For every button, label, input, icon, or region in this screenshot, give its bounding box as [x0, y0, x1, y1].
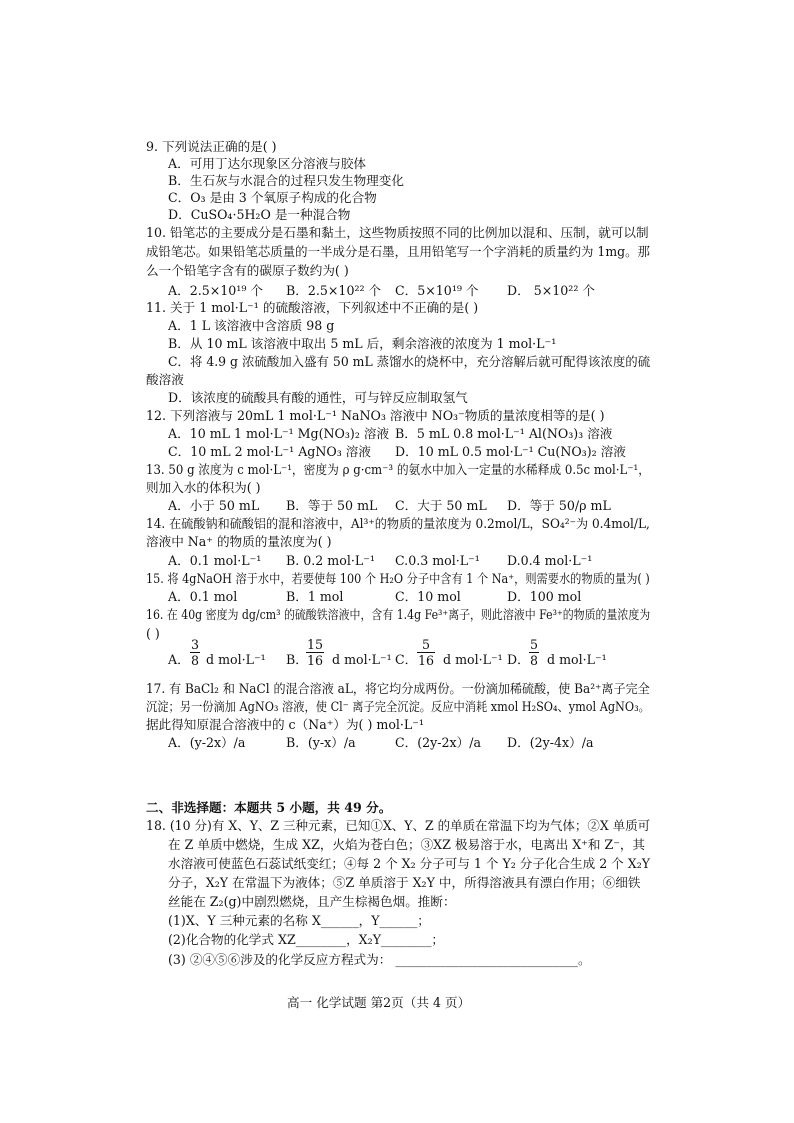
- question-16-option-b-fraction: [306, 637, 324, 668]
- question-17-option-d: D．(2y-4x）/a: [507, 735, 594, 750]
- question-17-line-2: 沉淀；另一份滴加 AgNO₃ 溶液，使 Cl⁻ 离子完全沉淀。反应中消耗 xmol H₂SO₄、ymol AgNO₃。: [146, 699, 650, 714]
- question-14-option-c: C.0.3 mol·L⁻¹: [395, 553, 480, 568]
- question-15-stem: 15. 将 4gNaOH 溶于水中，若要使每 100 个 H₂O 分子中含有 1 个 Na⁺，则需要水的物质的量为( ): [146, 571, 650, 586]
- question-18-part-2: (2)化合物的化学式 XZ________，X₂Y________；: [168, 932, 444, 947]
- question-16-option-a-unit: d mol·L⁻¹: [206, 652, 266, 667]
- question-11-option-a: A．1 L 该溶液中含溶质 98 g: [168, 318, 335, 333]
- question-16-option-d-unit: d mol·L⁻¹: [547, 652, 607, 667]
- question-18-line-1: 18. (10 分)有 X、Y、Z 三种元素，已知①X、Y、Z 的单质在常温下均为气体；②X 单质可: [146, 818, 651, 833]
- question-16-line-1: 16. 在 40g 密度为 dg/cm³ 的硫酸铁溶液中，含有 1.4g Fe³⁺离子，则此溶液中 Fe³⁺的物质的量浓度为: [146, 607, 651, 622]
- question-17-option-c: C．(2y-2x）/a: [395, 735, 481, 750]
- question-18-line-2: 在 Z 单质中燃烧，生成 XZ，火焰为苍白色；③XZ 极易溶于水，电离出 X⁺和 Z⁻，其: [168, 837, 646, 852]
- question-18-part-3: (3) ②④⑤⑥涉及的化学反应方程式为： _____________________________。: [168, 952, 591, 967]
- fraction-numerator: 3: [191, 637, 200, 652]
- question-10-line-3: 么一个铅笔字含有的碳原子数约为( ): [146, 263, 349, 278]
- question-18-part-1: (1)X、Y 三种元素的名称 X______，Y______；: [168, 913, 430, 928]
- question-12-stem: 12. 下列溶液与 20mL 1 mol·L⁻¹ NaNO₃ 溶液中 NO₃⁻物质的量浓度相等的是( ): [146, 408, 605, 423]
- question-18-line-4: 分子，X₂Y 在常温下为液体；⑤Z 单质溶于 X₂Y 中，所得溶液具有漂白作用；⑥细铁: [168, 875, 641, 890]
- question-16-option-b-unit: d mol·L⁻¹: [332, 652, 392, 667]
- question-16-option-d-fraction: [529, 637, 539, 668]
- question-9-option-c: C．O₃ 是由 3 个氧原子构成的化合物: [168, 190, 377, 205]
- question-11-option-d: D．该浓度的硫酸具有酸的通性，可与锌反应制取氢气: [168, 390, 468, 405]
- question-9-option-d: D．CuSO₄·5H₂O 是一种混合物: [168, 207, 351, 222]
- question-10-option-a: A．2.5×10¹⁹ 个: [168, 283, 263, 298]
- question-16-option-a-fraction: [190, 637, 200, 668]
- fraction-denominator: 16: [307, 653, 324, 668]
- question-15-option-a: A．0.1 mol: [168, 589, 238, 604]
- question-12-option-a: A．10 mL 1 mol·L⁻¹ Mg(NO₃)₂ 溶液: [168, 426, 390, 441]
- fraction-numerator: 15: [307, 637, 324, 652]
- question-16-option-d-letter: D．: [507, 652, 530, 667]
- question-16-option-c-fraction: [417, 637, 435, 668]
- question-14-option-d: D.0.4 mol·L⁻¹: [507, 553, 593, 568]
- question-11-option-c-cont: 酸溶液: [146, 372, 184, 387]
- fraction-denominator: 16: [418, 653, 435, 668]
- question-15-option-d: D．100 mol: [507, 589, 582, 604]
- question-10-option-b: B．2.5×10²² 个: [286, 283, 382, 298]
- question-17-line-1: 17. 有 BaCl₂ 和 NaCl 的混合溶液 aL，将它均分成两份。一份滴加稀硫酸，使 Ba²⁺离子完全: [146, 681, 650, 696]
- question-10-option-d: D． 5×10²² 个: [507, 283, 595, 298]
- fraction-denominator: 8: [191, 653, 200, 668]
- question-12-option-c: C．10 mL 2 mol·L⁻¹ AgNO₃ 溶液: [168, 444, 371, 459]
- page-footer: 高一 化学试题 第2页（共 4 页）: [287, 995, 471, 1010]
- question-13-option-d: D．等于 50/ρ mL: [507, 498, 611, 513]
- question-9-stem: 9. 下列说法正确的是( ): [146, 139, 277, 154]
- question-15-option-c: C．10 mol: [395, 589, 461, 604]
- question-13-line-2: 则加入水的体积为( ): [146, 480, 261, 495]
- question-13-option-c: C．大于 50 mL: [395, 498, 487, 513]
- question-17-option-a: A．(y-2x）/a: [168, 735, 246, 750]
- fraction-numerator: 5: [530, 637, 539, 652]
- question-10-line-1: 10. 铅笔芯的主要成分是石墨和黏土，这些物质按照不同的比例加以混和、压制，就可以制: [146, 225, 649, 240]
- question-12-option-b: B．5 mL 0.8 mol·L⁻¹ Al(NO₃)₃ 溶液: [395, 426, 613, 441]
- question-16-option-c-letter: C．: [395, 652, 418, 667]
- question-12-option-d: D．10 mL 0.5 mol·L⁻¹ Cu(NO₃)₂ 溶液: [395, 444, 626, 459]
- question-17-option-b: B．(y-x）/a: [286, 735, 356, 750]
- question-14-line-2: 溶液中 Na⁺ 的物质的量浓度为( ): [146, 534, 332, 549]
- question-16-line-2: ( ): [146, 626, 160, 641]
- question-16-option-b-letter: B．: [286, 652, 308, 667]
- question-13-option-b: B．等于 50 mL: [286, 498, 378, 513]
- question-17-line-3: 据此得知原混合溶液中的 c（Na⁺）为( ) mol·L⁻¹: [146, 717, 424, 732]
- question-13-option-a: A．小于 50 mL: [168, 498, 260, 513]
- fraction-denominator: 8: [530, 653, 539, 668]
- question-9-option-b: B．生石灰与水混合的过程只发生物理变化: [168, 173, 404, 188]
- question-9-option-a: A．可用丁达尔现象区分溶液与胶体: [168, 156, 367, 171]
- question-18-line-5: 丝能在 Z₂(g)中剧烈燃烧，且产生棕褐色烟。推断：: [168, 894, 456, 909]
- question-11-option-b: B．从 10 mL 该溶液中取出 5 mL 后，剩余溶液的浓度为 1 mol·L⁻¹: [168, 336, 557, 351]
- question-14-option-a: A．0.1 mol·L⁻¹: [168, 553, 262, 568]
- question-14-line-1: 14. 在硫酸钠和硫酸铝的混和溶液中，Al³⁺的物质的量浓度为 0.2mol/L，SO₄²⁻为 0.4mol/L,: [146, 516, 650, 531]
- question-15-option-b: B．1 mol: [286, 589, 344, 604]
- question-10-option-c: C．5×10¹⁹ 个: [395, 283, 479, 298]
- question-11-option-c: C．将 4.9 g 浓硫酸加入盛有 50 mL 蒸馏水的烧杯中，充分溶解后就可配得该浓度的硫: [168, 354, 651, 369]
- question-18-line-3: 水溶液可使蓝色石蕊试纸变红；④每 2 个 X₂ 分子可与 1 个 Y₂ 分子化合生成 2 个 X₂Y: [168, 856, 651, 871]
- question-16-option-a-letter: A．: [168, 652, 190, 667]
- question-16-option-c-unit: d mol·L⁻¹: [443, 652, 503, 667]
- question-10-line-2: 成铅笔芯。如果铅笔芯质量的一半成分是石墨，且用铅笔写一个字消耗的质量约为 1mg。那: [146, 244, 650, 259]
- question-13-line-1: 13. 50 g 浓度为 c mol·L⁻¹，密度为 ρ g·cm⁻³ 的氨水中加入一定量的水稀释成 0.5c mol·L⁻¹，: [146, 462, 650, 477]
- question-11-stem: 11. 关于 1 mol·L⁻¹ 的硫酸溶液，下列叙述中不正确的是( ): [146, 300, 479, 315]
- question-14-option-b: B. 0.2 mol·L⁻¹: [286, 553, 375, 568]
- fraction-numerator: 5: [417, 637, 435, 653]
- section-2-heading: 二、非选择题：本题共 5 小题，共 49 分。: [146, 800, 392, 815]
